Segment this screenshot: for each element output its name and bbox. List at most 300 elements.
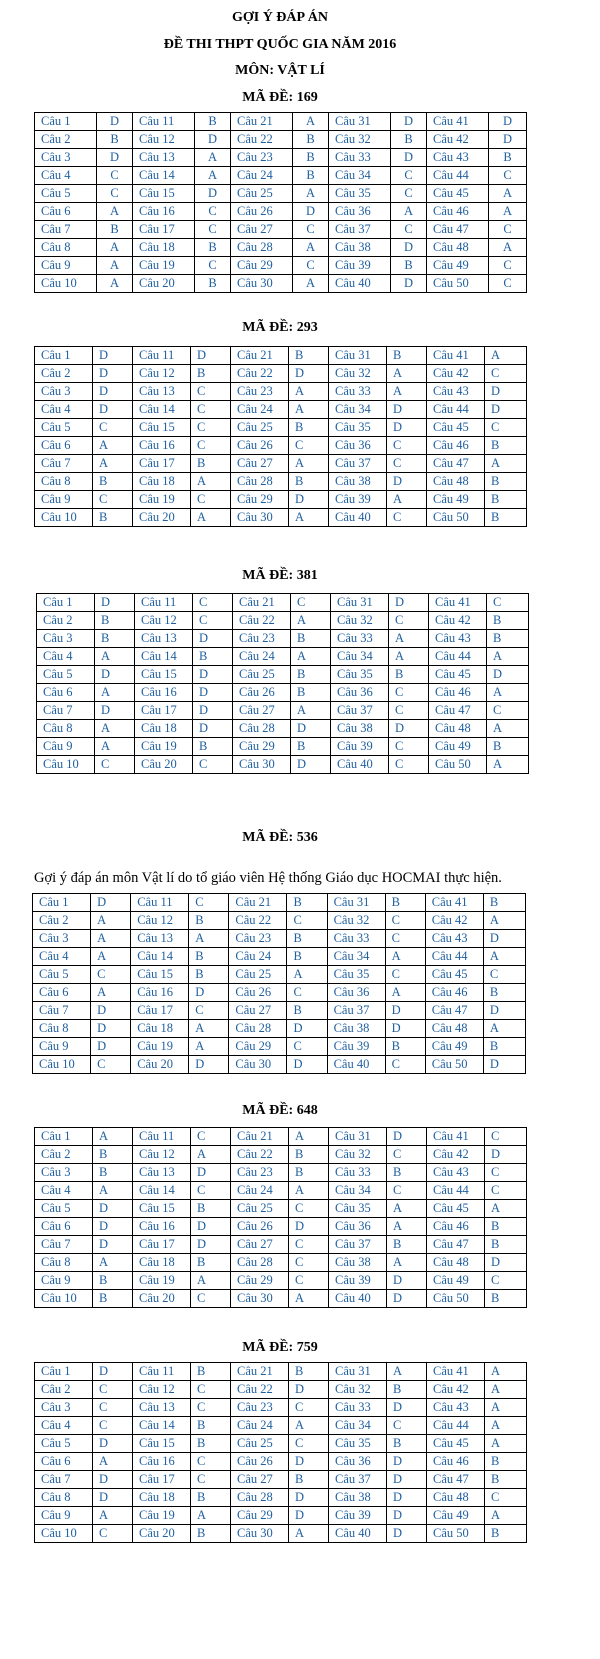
answer-cell: C: [391, 221, 427, 239]
answer-cell: D: [387, 1399, 427, 1417]
answer-cell: C: [193, 594, 233, 612]
question-cell: Câu 38: [329, 473, 387, 491]
table-row: [35, 113, 527, 131]
answer-cell: C: [489, 275, 527, 293]
answer-cell: B: [389, 666, 429, 684]
answer-cell: D: [485, 401, 527, 419]
answer-cell: B: [291, 666, 331, 684]
answer-cell: D: [193, 630, 233, 648]
question-cell: Câu 24: [233, 648, 291, 666]
question-cell: Câu 32: [331, 612, 389, 630]
question-cell: Câu 46: [427, 437, 485, 455]
table-row: [35, 149, 527, 167]
question-cell: Câu 13: [133, 383, 191, 401]
table-row: [35, 347, 527, 365]
question-cell: Câu 45: [427, 185, 489, 203]
question-cell: Câu 23: [231, 149, 293, 167]
question-cell: Câu 21: [231, 113, 293, 131]
answer-cell: B: [293, 149, 329, 167]
answer-cell: B: [93, 1272, 133, 1290]
answer-cell: B: [387, 1164, 427, 1182]
question-cell: Câu 18: [131, 1020, 189, 1038]
answer-cell: A: [387, 1254, 427, 1272]
question-cell: Câu 19: [133, 1507, 191, 1525]
question-cell: Câu 17: [133, 1471, 191, 1489]
table-row: [37, 666, 529, 684]
doc-title-line3: MÔN: VẬT LÍ: [235, 63, 325, 78]
table-row: [35, 473, 527, 491]
question-cell: Câu 28: [231, 1489, 289, 1507]
answer-cell: C: [293, 221, 329, 239]
question-cell: Câu 33: [331, 630, 389, 648]
question-cell: Câu 14: [131, 948, 189, 966]
question-cell: Câu 39: [329, 491, 387, 509]
answer-cell: A: [289, 1182, 329, 1200]
question-cell: Câu 40: [329, 509, 387, 527]
question-cell: Câu 31: [327, 894, 385, 912]
question-cell: Câu 31: [329, 347, 387, 365]
answer-cell: B: [391, 257, 427, 275]
answer-cell: D: [387, 419, 427, 437]
question-cell: Câu 4: [35, 1417, 93, 1435]
table-row: [35, 509, 527, 527]
exam-code-536: MÃ ĐỀ: 536: [242, 830, 318, 845]
answer-cell: C: [195, 203, 231, 221]
question-cell: Câu 9: [35, 1507, 93, 1525]
question-cell: Câu 16: [135, 684, 193, 702]
question-cell: Câu 21: [231, 1128, 289, 1146]
question-cell: Câu 6: [35, 437, 93, 455]
question-cell: Câu 16: [133, 203, 195, 221]
table-row: [35, 437, 527, 455]
answer-cell: C: [289, 1399, 329, 1417]
question-cell: Câu 11: [133, 113, 195, 131]
question-cell: Câu 39: [329, 1507, 387, 1525]
question-cell: Câu 40: [331, 756, 389, 774]
answer-cell: A: [93, 1254, 133, 1272]
answer-cell: C: [97, 185, 133, 203]
answer-cell: D: [391, 149, 427, 167]
answer-table-536: [32, 893, 526, 1074]
question-cell: Câu 31: [331, 594, 389, 612]
question-cell: Câu 47: [427, 1471, 485, 1489]
answer-cell: D: [391, 239, 427, 257]
question-cell: Câu 36: [329, 1218, 387, 1236]
question-cell: Câu 5: [35, 419, 93, 437]
table-row: [37, 738, 529, 756]
table-row: [37, 702, 529, 720]
answer-cell: D: [93, 383, 133, 401]
table-row: [35, 1399, 527, 1417]
question-cell: Câu 14: [133, 401, 191, 419]
question-cell: Câu 6: [37, 684, 95, 702]
question-cell: Câu 1: [35, 347, 93, 365]
question-cell: Câu 31: [329, 1363, 387, 1381]
question-cell: Câu 45: [429, 666, 487, 684]
answer-cell: B: [191, 1525, 231, 1543]
question-cell: Câu 12: [133, 1146, 191, 1164]
question-cell: Câu 37: [327, 1002, 385, 1020]
question-cell: Câu 32: [329, 1146, 387, 1164]
table-row: [35, 1164, 527, 1182]
question-cell: Câu 46: [427, 203, 489, 221]
answer-cell: D: [289, 1381, 329, 1399]
table-row: [35, 1471, 527, 1489]
answer-cell: C: [389, 612, 429, 630]
answer-cell: B: [385, 1038, 425, 1056]
question-cell: Câu 28: [231, 239, 293, 257]
question-cell: Câu 13: [133, 149, 195, 167]
answer-table-169: [34, 112, 527, 293]
table-row: [35, 185, 527, 203]
question-cell: Câu 32: [329, 365, 387, 383]
answer-cell: A: [191, 1507, 231, 1525]
question-cell: Câu 3: [33, 930, 91, 948]
question-cell: Câu 27: [231, 221, 293, 239]
question-cell: Câu 38: [329, 1489, 387, 1507]
answer-cell: B: [93, 1290, 133, 1308]
question-cell: Câu 32: [327, 912, 385, 930]
answer-cell: B: [191, 1417, 231, 1435]
answer-cell: A: [293, 113, 329, 131]
question-cell: Câu 35: [329, 1200, 387, 1218]
question-cell: Câu 23: [233, 630, 291, 648]
table-row: [35, 401, 527, 419]
question-cell: Câu 39: [329, 257, 391, 275]
question-cell: Câu 8: [35, 1254, 93, 1272]
question-cell: Câu 39: [329, 1272, 387, 1290]
question-cell: Câu 43: [427, 149, 489, 167]
question-cell: Câu 10: [37, 756, 95, 774]
question-cell: Câu 18: [133, 1489, 191, 1507]
answer-cell: B: [191, 1254, 231, 1272]
question-cell: Câu 34: [329, 401, 387, 419]
question-cell: Câu 34: [329, 1417, 387, 1435]
table-row: [35, 1272, 527, 1290]
question-cell: Câu 49: [429, 738, 487, 756]
question-cell: Câu 32: [329, 1381, 387, 1399]
answer-cell: B: [289, 1146, 329, 1164]
question-cell: Câu 49: [427, 257, 489, 275]
answer-cell: A: [289, 401, 329, 419]
question-cell: Câu 26: [231, 1453, 289, 1471]
answer-cell: B: [93, 473, 133, 491]
answer-cell: A: [91, 984, 131, 1002]
question-cell: Câu 15: [133, 1200, 191, 1218]
answer-cell: A: [291, 648, 331, 666]
answer-cell: D: [385, 1020, 425, 1038]
answer-cell: D: [489, 131, 527, 149]
answer-cell: D: [287, 1020, 327, 1038]
question-cell: Câu 48: [427, 1254, 485, 1272]
question-cell: Câu 25: [229, 966, 287, 984]
answer-cell: A: [191, 1146, 231, 1164]
question-cell: Câu 40: [329, 1290, 387, 1308]
table-row: [33, 1002, 526, 1020]
table-row: [35, 203, 527, 221]
question-cell: Câu 20: [131, 1056, 189, 1074]
answer-cell: C: [387, 509, 427, 527]
answer-cell: B: [93, 1146, 133, 1164]
question-cell: Câu 47: [427, 1236, 485, 1254]
question-cell: Câu 22: [229, 912, 287, 930]
question-cell: Câu 1: [35, 113, 97, 131]
answer-cell: D: [387, 1290, 427, 1308]
answer-cell: A: [385, 948, 425, 966]
answer-cell: C: [289, 1200, 329, 1218]
answer-cell: D: [91, 1038, 131, 1056]
answer-cell: A: [487, 684, 529, 702]
answer-cell: B: [93, 509, 133, 527]
question-cell: Câu 43: [429, 630, 487, 648]
question-cell: Câu 30: [231, 1290, 289, 1308]
answer-cell: B: [191, 1489, 231, 1507]
question-cell: Câu 35: [329, 1435, 387, 1453]
answer-cell: C: [191, 1399, 231, 1417]
answer-cell: C: [97, 167, 133, 185]
answer-cell: D: [483, 930, 525, 948]
answer-cell: A: [387, 365, 427, 383]
question-cell: Câu 19: [131, 1038, 189, 1056]
question-cell: Câu 47: [427, 221, 489, 239]
answer-cell: C: [385, 912, 425, 930]
table-row: [35, 1363, 527, 1381]
question-cell: Câu 17: [133, 455, 191, 473]
answer-cell: D: [387, 1507, 427, 1525]
question-cell: Câu 40: [329, 275, 391, 293]
answer-cell: C: [191, 401, 231, 419]
table-row: [35, 1453, 527, 1471]
question-cell: Câu 46: [427, 1218, 485, 1236]
answer-cell: B: [485, 1236, 527, 1254]
answer-cell: D: [93, 1236, 133, 1254]
question-cell: Câu 7: [35, 455, 93, 473]
answer-cell: C: [385, 930, 425, 948]
question-cell: Câu 29: [231, 491, 289, 509]
answer-cell: A: [191, 509, 231, 527]
question-cell: Câu 2: [35, 131, 97, 149]
question-cell: Câu 23: [231, 1399, 289, 1417]
answer-cell: C: [487, 594, 529, 612]
answer-cell: B: [95, 630, 135, 648]
answer-cell: A: [487, 648, 529, 666]
answer-cell: C: [389, 738, 429, 756]
question-cell: Câu 27: [231, 1236, 289, 1254]
answer-cell: C: [485, 1182, 527, 1200]
question-cell: Câu 18: [133, 239, 195, 257]
question-cell: Câu 11: [135, 594, 193, 612]
question-cell: Câu 29: [233, 738, 291, 756]
question-cell: Câu 36: [327, 984, 385, 1002]
answer-cell: A: [293, 275, 329, 293]
exam-code-648: MÃ ĐỀ: 648: [242, 1103, 318, 1118]
answer-cell: B: [487, 612, 529, 630]
question-cell: Câu 16: [133, 1218, 191, 1236]
answer-cell: C: [91, 1056, 131, 1074]
table-row: [35, 1254, 527, 1272]
answer-cell: A: [389, 648, 429, 666]
answer-cell: B: [287, 930, 327, 948]
answer-cell: D: [289, 1489, 329, 1507]
answer-cell: C: [485, 365, 527, 383]
table-row: [35, 221, 527, 239]
answer-cell: B: [485, 509, 527, 527]
question-cell: Câu 10: [35, 275, 97, 293]
question-cell: Câu 5: [35, 1200, 93, 1218]
answer-cell: D: [289, 1453, 329, 1471]
question-cell: Câu 38: [331, 720, 389, 738]
answer-cell: D: [387, 401, 427, 419]
question-cell: Câu 6: [33, 984, 91, 1002]
answer-cell: D: [97, 149, 133, 167]
answer-cell: A: [483, 1020, 525, 1038]
question-cell: Câu 29: [229, 1038, 287, 1056]
question-cell: Câu 10: [35, 1525, 93, 1543]
answer-cell: A: [189, 1020, 229, 1038]
answer-cell: A: [385, 984, 425, 1002]
question-cell: Câu 47: [425, 1002, 483, 1020]
question-cell: Câu 33: [327, 930, 385, 948]
answer-cell: A: [485, 1381, 527, 1399]
answer-cell: C: [195, 257, 231, 275]
question-cell: Câu 5: [33, 966, 91, 984]
answer-cell: D: [289, 365, 329, 383]
table-row: [33, 984, 526, 1002]
answer-cell: B: [485, 1218, 527, 1236]
answer-cell: B: [387, 1435, 427, 1453]
table-row: [35, 1146, 527, 1164]
answer-cell: A: [97, 203, 133, 221]
answer-cell: A: [95, 720, 135, 738]
question-cell: Câu 8: [35, 239, 97, 257]
question-cell: Câu 44: [427, 401, 485, 419]
question-cell: Câu 41: [425, 894, 483, 912]
answer-cell: D: [93, 1471, 133, 1489]
answer-cell: C: [191, 1381, 231, 1399]
answer-cell: C: [293, 257, 329, 275]
table-row: [35, 257, 527, 275]
answer-cell: C: [287, 984, 327, 1002]
question-cell: Câu 30: [231, 509, 289, 527]
answer-cell: D: [389, 720, 429, 738]
question-cell: Câu 13: [133, 1164, 191, 1182]
answer-cell: B: [485, 491, 527, 509]
question-cell: Câu 41: [427, 347, 485, 365]
answer-cell: D: [93, 401, 133, 419]
answer-cell: A: [93, 1182, 133, 1200]
question-cell: Câu 35: [329, 419, 387, 437]
question-cell: Câu 7: [37, 702, 95, 720]
question-cell: Câu 50: [427, 275, 489, 293]
question-cell: Câu 38: [327, 1020, 385, 1038]
question-cell: Câu 46: [427, 1453, 485, 1471]
answer-cell: B: [195, 239, 231, 257]
answer-cell: C: [485, 1272, 527, 1290]
answer-cell: B: [189, 948, 229, 966]
answer-cell: D: [193, 702, 233, 720]
answer-cell: C: [191, 437, 231, 455]
question-cell: Câu 1: [35, 1128, 93, 1146]
question-cell: Câu 45: [425, 966, 483, 984]
answer-cell: A: [287, 966, 327, 984]
answer-cell: A: [485, 455, 527, 473]
answer-cell: B: [483, 894, 525, 912]
answer-cell: A: [95, 648, 135, 666]
question-cell: Câu 6: [35, 203, 97, 221]
question-cell: Câu 20: [133, 275, 195, 293]
question-cell: Câu 22: [231, 1381, 289, 1399]
question-cell: Câu 50: [429, 756, 487, 774]
question-cell: Câu 26: [233, 684, 291, 702]
answer-cell: D: [193, 666, 233, 684]
answer-cell: B: [489, 149, 527, 167]
answer-cell: D: [387, 1525, 427, 1543]
answer-cell: C: [193, 612, 233, 630]
answer-cell: D: [483, 1002, 525, 1020]
question-cell: Câu 27: [229, 1002, 287, 1020]
question-cell: Câu 49: [427, 1272, 485, 1290]
table-row: [35, 491, 527, 509]
table-row: [37, 648, 529, 666]
question-cell: Câu 2: [35, 1381, 93, 1399]
question-cell: Câu 26: [231, 1218, 289, 1236]
question-cell: Câu 36: [329, 437, 387, 455]
question-cell: Câu 35: [329, 185, 391, 203]
answer-cell: B: [289, 1471, 329, 1489]
question-cell: Câu 35: [327, 966, 385, 984]
answer-cell: A: [391, 203, 427, 221]
answer-cell: A: [483, 948, 525, 966]
question-cell: Câu 34: [327, 948, 385, 966]
answer-cell: A: [387, 1200, 427, 1218]
answer-cell: D: [95, 594, 135, 612]
answer-cell: A: [97, 275, 133, 293]
answer-cell: B: [95, 612, 135, 630]
question-cell: Câu 28: [229, 1020, 287, 1038]
table-row: [35, 455, 527, 473]
question-cell: Câu 38: [329, 239, 391, 257]
question-cell: Câu 30: [231, 1525, 289, 1543]
question-cell: Câu 27: [233, 702, 291, 720]
question-cell: Câu 11: [131, 894, 189, 912]
answer-cell: D: [387, 1272, 427, 1290]
question-cell: Câu 37: [329, 1236, 387, 1254]
question-cell: Câu 28: [231, 1254, 289, 1272]
question-cell: Câu 34: [329, 1182, 387, 1200]
answer-cell: C: [387, 437, 427, 455]
answer-cell: A: [485, 1435, 527, 1453]
answer-cell: B: [293, 167, 329, 185]
answer-cell: C: [485, 1489, 527, 1507]
question-cell: Câu 3: [35, 1399, 93, 1417]
answer-cell: A: [487, 756, 529, 774]
answer-cell: C: [489, 167, 527, 185]
table-row: [33, 912, 526, 930]
answer-cell: C: [191, 1182, 231, 1200]
question-cell: Câu 48: [427, 239, 489, 257]
answer-cell: C: [485, 1128, 527, 1146]
table-row: [33, 1056, 526, 1074]
table-row: [37, 630, 529, 648]
answer-cell: A: [485, 1200, 527, 1218]
answer-cell: A: [289, 1290, 329, 1308]
question-cell: Câu 3: [35, 1164, 93, 1182]
exam-code-293: MÃ ĐỀ: 293: [242, 320, 318, 335]
answer-cell: B: [195, 113, 231, 131]
table-row: [35, 1128, 527, 1146]
answer-cell: D: [91, 1002, 131, 1020]
question-cell: Câu 19: [135, 738, 193, 756]
